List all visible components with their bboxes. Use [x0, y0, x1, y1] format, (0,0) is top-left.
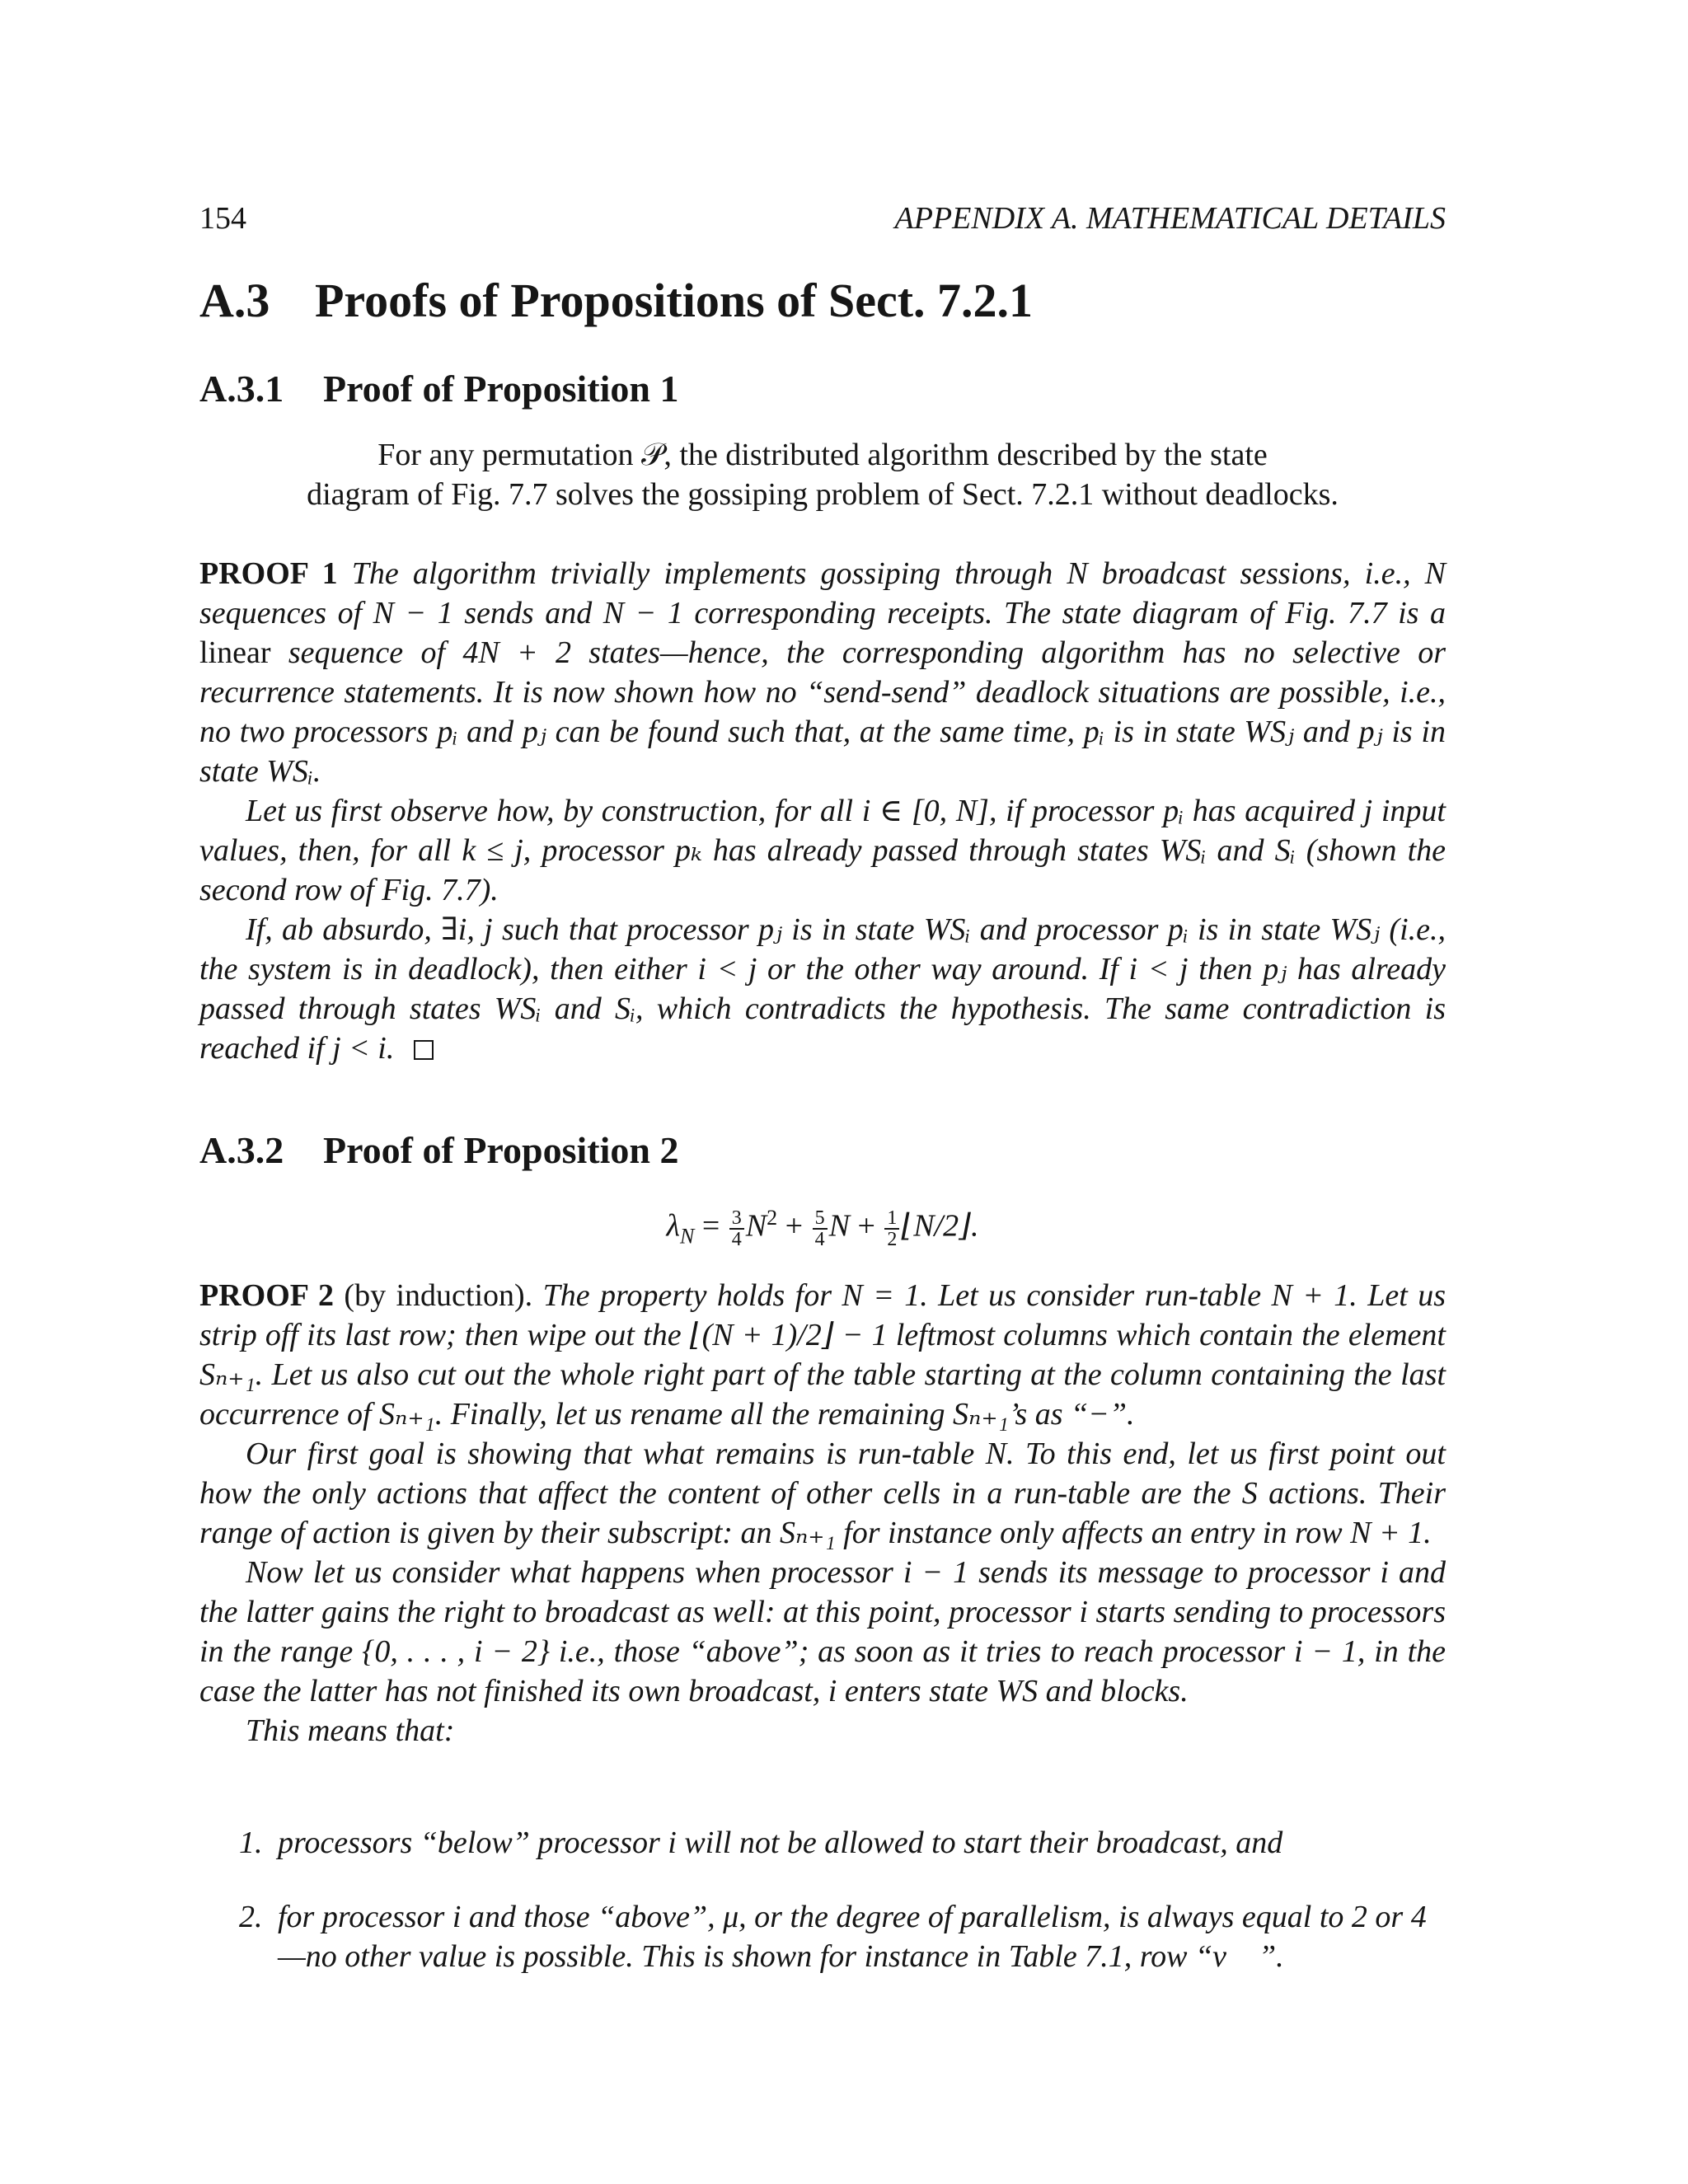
fraction-5-4 [813, 1208, 828, 1249]
conclusion-list [199, 1823, 1446, 1976]
eq-plus: + [849, 1208, 884, 1244]
proof-2-paragraph-1 [199, 1276, 1446, 1434]
frac-den: 4 [731, 1228, 742, 1250]
subsection-number-1: A.3.1 [199, 368, 284, 410]
running-title: APPENDIX A. MATHEMATICAL DETAILS [894, 201, 1446, 236]
section-title: Proofs of Propositions of Sect. 7.2.1 [315, 274, 1034, 327]
page-number: 154 [199, 201, 246, 236]
proof-2-text-1: The property holds for N = 1. Let us consider run-table N + 1. Let us strip off its last row; then wipe out the ⌊(N + 1)/2⌋ − 1 leftmost columns which contain the element Sₙ₊₁. Let us also cut out the whole right part of the table starting at the column containing the last occurrence of Sₙ₊₁. Finally, let us rename all the remaining Sₙ₊₁’s as “−”. [199, 1278, 1446, 1432]
list-marker: 1. [239, 1825, 263, 1860]
eq-lhs-subscript: N [680, 1224, 695, 1249]
proof-1-paragraph-1 [199, 554, 1446, 791]
subsection-number-2: A.3.2 [199, 1129, 284, 1171]
proof-2-paragraph-2: Our first goal is showing that what remains is run-table N. To this end, let us first point out how the only actions that affect the content of other cells in a run-table are the S actions. Their range of action is given by their subscript: an Sₙ₊₁ for instance only affects an entry in row N + 1. [199, 1436, 1446, 1550]
proof-2-label: PROOF 2 [199, 1278, 334, 1313]
list-item-text: processors “below” processor i will not be allowed to start their broadcast, and [278, 1825, 1283, 1860]
frac-num: 3 [729, 1208, 744, 1230]
proof-2-paragraph-3: Now let us consider what happens when processor i − 1 sends its message to processor i and the latter gains the right to broadcast as well: at this point, processor i starts sending to processors in the range {0, . . . , i − 2} i.e., those “above”; as soon as it tries to reach processor i − 1, in the case the latter has not finished its own broadcast, i enters state WS and blocks. [199, 1555, 1446, 1708]
fraction-1-2 [884, 1208, 899, 1249]
list-item-text: for processor i and those “above”, μ, or the degree of parallelism, is always equal to 2 or 4—no other value is possible. This is shown for instance in Table 7.1, row “ν⃗ ”. [278, 1900, 1427, 1974]
fraction-3-4 [729, 1208, 744, 1249]
eq-lhs: λ [666, 1208, 681, 1244]
eq-equals: = [694, 1208, 728, 1244]
statement-line-2: diagram of Fig. 7.7 solves the gossiping problem of Sect. 7.2.1 without deadlocks. [307, 477, 1339, 512]
qed-symbol [414, 1040, 434, 1060]
list-marker: 2. [239, 1900, 263, 1934]
proof-2-method: (by induction). [334, 1278, 533, 1313]
proof-2-paragraph-4: This means that: [246, 1713, 455, 1748]
list-item [199, 1897, 1446, 1976]
proof-1-paragraph-2: Let us first observe how, by construction, for all i ∈ [0, N], if processor pᵢ has acquired j input values, then, for all k ≤ j, processor pₖ has already passed through states WSᵢ and Sᵢ (shown the second row of Fig. 7.7). [199, 794, 1446, 907]
proof-1-text-a: The algorithm trivially implements gossiping through N broadcast sessions, i.e., N sequences of N − 1 sends and N − 1 corresponding receipts. The state diagram of Fig. 7.7 is a [199, 556, 1447, 630]
proof-1-paragraph-3 [199, 910, 1446, 1068]
proof-1-text-b: sequence of 4N + 2 states—hence, the corresponding algorithm has no selective or recurrence statements. It is now shown how no “send-send” deadlock situations are possible, i.e., no two processors pᵢ and pⱼ can be found such that, at the same time, pᵢ is in state WSⱼ and pⱼ is in state WSᵢ. [199, 635, 1447, 789]
proof-1 [199, 554, 1446, 1068]
subsection-title-2: Proof of Proposition 2 [323, 1129, 679, 1171]
frac-num: 1 [884, 1208, 899, 1230]
eq-term-n: N [828, 1208, 850, 1244]
proof-1-linear: linear [199, 635, 271, 670]
list-item [199, 1823, 1446, 1863]
frac-num: 5 [813, 1208, 828, 1230]
eq-exponent: 2 [767, 1206, 778, 1230]
subsection-title-1: Proof of Proposition 1 [323, 368, 679, 410]
proof-2 [199, 1276, 1446, 1750]
frac-den: 4 [814, 1228, 825, 1250]
eq-floor-term: ⌊N/2⌋. [901, 1208, 979, 1244]
proof-1-label: PROOF 1 [199, 556, 338, 591]
eq-plus: + [777, 1208, 811, 1244]
proof-1-paragraph-3-text: If, ab absurdo, ∃i, j such that processor pⱼ is in state WSᵢ and processor pᵢ is in state WSⱼ (i.e., the system is in deadlock), then either i < j or the other way around. If i < j then pⱼ has already passed through states WSᵢ and Sᵢ, which contradicts the hypothesis. The same contradiction is reached if j < i. [199, 912, 1446, 1066]
frac-den: 2 [887, 1228, 898, 1250]
section-heading [199, 272, 1033, 330]
subsection-heading-2 [199, 1126, 678, 1175]
eq-term-n: N [745, 1208, 767, 1244]
section-number: A.3 [199, 274, 270, 327]
subsection-heading-1 [199, 364, 678, 414]
running-head [199, 195, 1446, 241]
statement-line-1: For any permutation 𝒫, the distributed algorithm described by the state [377, 438, 1268, 472]
proposition-statement [199, 435, 1446, 514]
lambda-equation [199, 1193, 1446, 1261]
